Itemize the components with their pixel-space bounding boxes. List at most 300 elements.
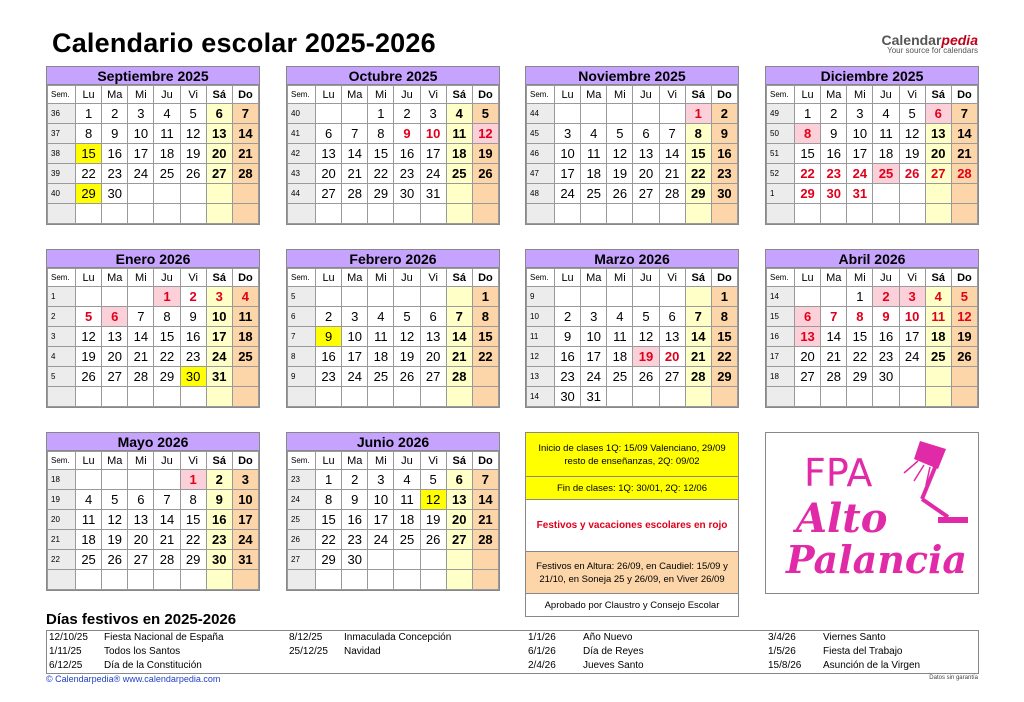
day-cell: 25 [925,347,951,367]
holiday-row [289,645,451,659]
day-cell [394,550,420,570]
week-row [288,530,499,550]
day-cell: 6 [102,307,128,327]
day-cell [180,570,206,590]
sem-header: Sem. [527,86,555,104]
day-cell: 12 [76,327,102,347]
day-cell: 23 [206,530,232,550]
weekday-header: Lu [555,269,581,287]
day-cell: 17 [232,510,258,530]
day-cell: 20 [659,347,685,367]
week-number: 50 [767,124,795,144]
day-cell: 9 [342,490,368,510]
sem-header: Sem. [48,269,76,287]
day-cell [472,204,498,224]
day-cell: 6 [128,490,154,510]
week-row [288,144,499,164]
weekday-header: Ju [394,86,420,104]
brand-name-b: pedia [941,32,978,48]
lamp-icon [898,439,978,529]
week-number: 12 [527,347,555,367]
info-item: Festivos y vacaciones escolares en rojo [526,500,738,552]
month-panel [765,249,979,408]
weekday-header: Vi [180,269,206,287]
day-cell [899,204,925,224]
day-cell: 16 [394,144,420,164]
day-cell: 26 [102,550,128,570]
day-cell: 25 [76,550,102,570]
day-cell [128,470,154,490]
day-cell: 14 [821,327,847,347]
week-row [767,287,978,307]
day-cell: 10 [342,327,368,347]
week-row [527,144,738,164]
holiday-row [49,659,224,673]
day-cell: 9 [555,327,581,347]
day-cell: 18 [607,347,633,367]
day-cell: 22 [795,164,821,184]
week-row [288,510,499,530]
weekday-header: Lu [795,86,821,104]
week-number: 5 [288,287,316,307]
day-cell [821,287,847,307]
day-cell: 11 [925,307,951,327]
day-cell [607,387,633,407]
week-row [767,327,978,347]
week-number: 43 [288,164,316,184]
day-cell: 7 [685,307,711,327]
weekday-header: Sá [446,269,472,287]
week-number: 27 [288,550,316,570]
week-number: 8 [288,347,316,367]
day-cell [128,184,154,204]
day-cell: 9 [102,124,128,144]
day-cell [102,204,128,224]
week-number: 48 [527,184,555,204]
day-cell: 20 [316,164,342,184]
day-cell: 19 [102,530,128,550]
week-number: 45 [527,124,555,144]
holiday-name: Día de la Constitución [104,660,202,671]
day-cell: 9 [206,490,232,510]
day-cell: 12 [951,307,977,327]
day-cell [420,570,446,590]
school-logo [765,432,979,594]
day-cell: 25 [581,184,607,204]
week-number: 40 [288,104,316,124]
day-cell: 20 [102,347,128,367]
day-cell [394,287,420,307]
day-cell [128,204,154,224]
day-cell: 6 [795,307,821,327]
day-cell: 2 [206,470,232,490]
day-cell: 22 [76,164,102,184]
day-cell: 2 [821,104,847,124]
week-row [48,164,259,184]
day-cell: 21 [342,164,368,184]
holiday-row [528,631,644,645]
month-table [47,268,259,407]
day-cell: 8 [711,307,737,327]
month-panel [286,66,500,225]
sem-header: Sem. [527,269,555,287]
day-cell: 22 [368,164,394,184]
holiday-column [49,631,224,673]
week-number: 11 [527,327,555,347]
week-row [48,327,259,347]
day-cell: 24 [128,164,154,184]
holiday-date: 2/4/26 [528,660,556,671]
week-row [288,307,499,327]
week-row [527,204,738,224]
day-cell: 10 [232,490,258,510]
day-cell: 19 [420,510,446,530]
day-cell [76,204,102,224]
weekday-header-row [527,269,738,287]
day-cell: 12 [607,144,633,164]
day-cell: 2 [555,307,581,327]
day-cell: 2 [102,104,128,124]
weekday-header: Lu [316,86,342,104]
month-table [287,85,499,224]
day-cell: 15 [76,144,102,164]
day-cell [342,104,368,124]
day-cell: 17 [420,144,446,164]
day-cell [394,387,420,407]
day-cell: 27 [659,367,685,387]
day-cell: 26 [394,367,420,387]
day-cell: 15 [685,144,711,164]
week-number: 39 [48,164,76,184]
day-cell: 7 [232,104,258,124]
day-cell: 3 [232,470,258,490]
day-cell: 25 [394,530,420,550]
day-cell [873,184,899,204]
day-cell: 5 [76,307,102,327]
day-cell: 30 [180,367,206,387]
day-cell: 27 [446,530,472,550]
holiday-column [528,631,644,673]
day-cell: 10 [368,490,394,510]
week-row [48,550,259,570]
weekday-header: Do [711,269,737,287]
day-cell: 1 [795,104,821,124]
day-cell: 23 [180,347,206,367]
day-cell: 10 [128,124,154,144]
day-cell [472,184,498,204]
day-cell: 25 [607,367,633,387]
day-cell: 6 [316,124,342,144]
week-number: 23 [288,470,316,490]
day-cell [633,287,659,307]
day-cell: 16 [206,510,232,530]
week-number: 41 [288,124,316,144]
day-cell [873,204,899,224]
day-cell [446,204,472,224]
brand-tagline: Your source for calendars [887,46,978,55]
weekday-header: Lu [76,452,102,470]
weekday-header: Mi [128,86,154,104]
day-cell: 5 [420,470,446,490]
logo-line-fpa: FPA [804,451,873,495]
weekday-header: Lu [316,452,342,470]
holiday-name: Inmaculada Concepción [344,632,452,643]
day-cell [206,387,232,407]
day-cell: 28 [472,530,498,550]
day-cell: 12 [394,327,420,347]
day-cell: 9 [873,307,899,327]
weekday-header: Ma [102,86,128,104]
day-cell: 29 [847,367,873,387]
day-cell: 6 [420,307,446,327]
day-cell: 31 [232,550,258,570]
weekday-header: Sá [206,269,232,287]
day-cell: 15 [180,510,206,530]
day-cell: 11 [607,327,633,347]
day-cell: 22 [316,530,342,550]
day-cell: 19 [76,347,102,367]
day-cell: 10 [847,124,873,144]
week-row [48,124,259,144]
day-cell: 24 [899,347,925,367]
day-cell [847,387,873,407]
week-row [288,184,499,204]
day-cell: 1 [180,470,206,490]
weekday-header: Ju [873,269,899,287]
day-cell [206,570,232,590]
day-cell: 1 [685,104,711,124]
day-cell: 4 [232,287,258,307]
day-cell: 22 [154,347,180,367]
day-cell: 5 [951,287,977,307]
day-cell: 8 [472,307,498,327]
day-cell: 10 [899,307,925,327]
week-row [288,327,499,347]
day-cell: 16 [873,327,899,347]
day-cell [795,204,821,224]
weekday-header: Do [232,452,258,470]
holiday-date: 1/1/26 [528,632,556,643]
day-cell: 18 [76,530,102,550]
weekday-header: Ju [873,86,899,104]
day-cell: 17 [847,144,873,164]
day-cell [847,204,873,224]
day-cell [899,387,925,407]
day-cell [472,550,498,570]
week-row [48,104,259,124]
weekday-header: Sá [685,269,711,287]
day-cell [446,570,472,590]
week-number: 20 [48,510,76,530]
day-cell: 5 [394,307,420,327]
holiday-name: Todos los Santos [104,646,181,657]
day-cell [899,367,925,387]
month-table [287,268,499,407]
weekday-header: Sá [206,452,232,470]
month-title: Septiembre 2025 [47,67,259,85]
day-cell [232,387,258,407]
day-cell [154,387,180,407]
month-panel [525,249,739,408]
sem-header: Sem. [767,269,795,287]
weekday-header: Ma [581,86,607,104]
week-number: 15 [767,307,795,327]
day-cell: 5 [607,124,633,144]
day-cell: 21 [685,347,711,367]
week-number: 44 [288,184,316,204]
day-cell: 20 [128,530,154,550]
day-cell: 1 [368,104,394,124]
day-cell: 9 [316,327,342,347]
day-cell [342,287,368,307]
day-cell: 21 [128,347,154,367]
day-cell: 6 [633,124,659,144]
day-cell: 6 [446,470,472,490]
holiday-column [768,631,920,673]
day-cell: 3 [342,307,368,327]
day-cell: 25 [446,164,472,184]
day-cell: 3 [368,470,394,490]
day-cell: 15 [316,510,342,530]
week-row [767,124,978,144]
day-cell: 20 [420,347,446,367]
weekday-header: Vi [180,452,206,470]
day-cell: 13 [659,327,685,347]
week-number: 26 [288,530,316,550]
day-cell: 4 [581,124,607,144]
day-cell: 4 [76,490,102,510]
week-row [48,204,259,224]
day-cell: 21 [659,164,685,184]
day-cell: 10 [206,307,232,327]
day-cell: 2 [342,470,368,490]
weekday-header: Ma [102,269,128,287]
holiday-column [289,631,451,659]
info-item: Festivos en Altura: 26/09, en Caudiel: 15/09 y 21/10, en Soneja 25 y 26/09, en Viver 26/09 [526,552,738,594]
day-cell: 21 [154,530,180,550]
day-cell: 15 [154,327,180,347]
day-cell [232,204,258,224]
day-cell [368,550,394,570]
day-cell: 17 [342,347,368,367]
weekday-header: Lu [76,269,102,287]
day-cell: 14 [154,510,180,530]
day-cell: 13 [102,327,128,347]
weekday-header: Mi [128,269,154,287]
week-number: 51 [767,144,795,164]
day-cell [472,387,498,407]
holiday-date: 12/10/25 [49,632,88,643]
day-cell [685,387,711,407]
day-cell: 27 [633,184,659,204]
day-cell: 11 [581,144,607,164]
weekday-header: Ma [581,269,607,287]
day-cell: 24 [555,184,581,204]
holidays-table [46,630,979,674]
month-title: Abril 2026 [766,250,978,268]
day-cell [102,287,128,307]
weekday-header-row [48,269,259,287]
week-number: 25 [288,510,316,530]
day-cell: 13 [925,124,951,144]
month-panel [525,66,739,225]
day-cell: 1 [76,104,102,124]
weekday-header: Lu [555,86,581,104]
day-cell: 18 [925,327,951,347]
day-cell: 8 [685,124,711,144]
day-cell: 27 [128,550,154,570]
weekday-header: Ma [342,269,368,287]
weekday-header-row [767,86,978,104]
day-cell [316,287,342,307]
month-title: Enero 2026 [47,250,259,268]
day-cell: 28 [821,367,847,387]
day-cell: 3 [899,287,925,307]
day-cell: 16 [555,347,581,367]
weekday-header: Vi [420,452,446,470]
weekday-header: Vi [899,269,925,287]
day-cell: 11 [154,124,180,144]
holiday-name: Fiesta del Trabajo [823,646,903,657]
footer-credit[interactable]: © Calendarpedia® www.calendarpedia.com [46,674,221,684]
week-number: 9 [527,287,555,307]
day-cell [581,104,607,124]
week-row [527,307,738,327]
week-row [767,184,978,204]
month-panel [46,432,260,591]
sem-header: Sem. [767,86,795,104]
day-cell: 21 [821,347,847,367]
day-cell [154,204,180,224]
weekday-header: Ma [342,452,368,470]
info-item: Aprobado por Claustro y Consejo Escolar [526,594,738,616]
day-cell: 31 [581,387,607,407]
weekday-header: Do [711,86,737,104]
day-cell: 22 [685,164,711,184]
day-cell: 21 [951,144,977,164]
weekday-header: Vi [420,269,446,287]
day-cell [446,387,472,407]
day-cell: 29 [711,367,737,387]
day-cell: 19 [472,144,498,164]
day-cell: 7 [154,490,180,510]
day-cell: 14 [472,490,498,510]
week-number [48,204,76,224]
month-table [287,451,499,590]
month-title: Mayo 2026 [47,433,259,451]
month-title: Diciembre 2025 [766,67,978,85]
week-number: 37 [48,124,76,144]
day-cell [102,387,128,407]
day-cell: 22 [711,347,737,367]
day-cell: 9 [821,124,847,144]
day-cell: 7 [472,470,498,490]
week-row [288,104,499,124]
day-cell: 29 [154,367,180,387]
day-cell: 30 [711,184,737,204]
day-cell: 15 [472,327,498,347]
week-number: 52 [767,164,795,184]
day-cell: 18 [873,144,899,164]
week-number: 46 [527,144,555,164]
day-cell [154,184,180,204]
day-cell [316,204,342,224]
day-cell: 14 [128,327,154,347]
day-cell: 29 [76,184,102,204]
day-cell: 7 [659,124,685,144]
day-cell: 13 [633,144,659,164]
day-cell [316,104,342,124]
